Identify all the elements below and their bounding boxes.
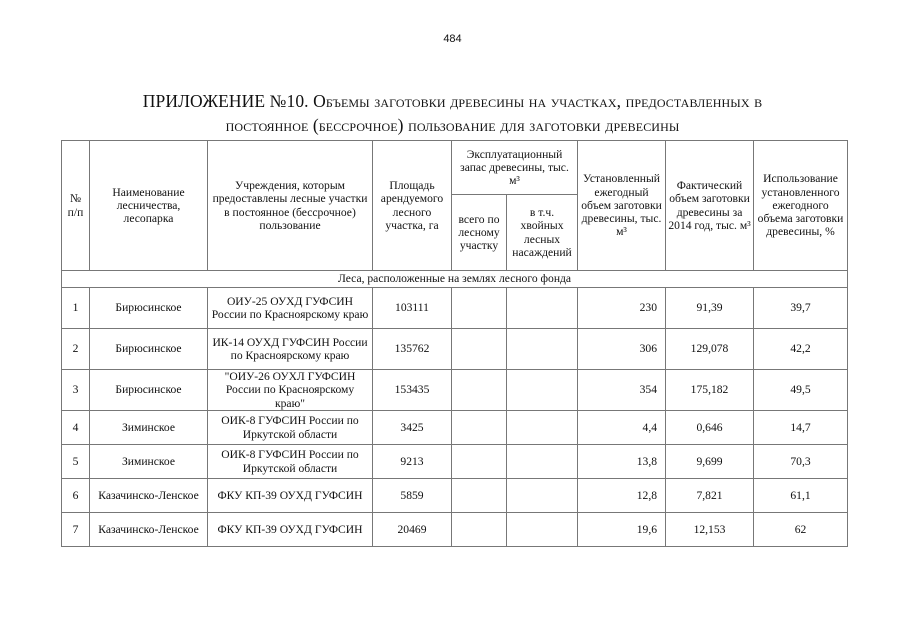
cell-usage: 49,5 xyxy=(754,370,848,411)
cell-area: 20469 xyxy=(373,513,452,547)
cell-annual: 19,6 xyxy=(578,513,666,547)
cell-annual: 13,8 xyxy=(578,445,666,479)
cell-reserve-conifer xyxy=(507,513,578,547)
cell-actual: 0,646 xyxy=(666,411,754,445)
title-line1: Объемы заготовки древесины на участках, предоставленных в xyxy=(313,91,763,111)
cell-actual: 91,39 xyxy=(666,288,754,329)
cell-usage: 61,1 xyxy=(754,479,848,513)
page-title xyxy=(60,89,845,137)
cell-reserve-conifer xyxy=(507,329,578,370)
cell-num: 2 xyxy=(62,329,90,370)
header-area: Площадь арендуемого лесного участка, га xyxy=(373,141,452,271)
cell-num: 1 xyxy=(62,288,90,329)
header-institution: Учреждения, которым предоставлены лесные участки в постоянное (бессрочное) пользование xyxy=(208,141,373,271)
cell-num: 3 xyxy=(62,370,90,411)
table-row xyxy=(62,411,848,445)
cell-institution: ФКУ КП-39 ОУХД ГУФСИН xyxy=(208,479,373,513)
header-actual: Фактический объем заготовки древесины за 2014 год, тыс. м³ xyxy=(666,141,754,271)
cell-institution: ОИК-8 ГУФСИН России по Иркутской области xyxy=(208,445,373,479)
cell-area: 135762 xyxy=(373,329,452,370)
header-reserve: Эксплуатационный запас древесины, тыс. м³ xyxy=(452,141,578,195)
header-usage: Использование установленного ежегодного объема заготовки древесины, % xyxy=(754,141,848,271)
cell-reserve-conifer xyxy=(507,479,578,513)
cell-actual: 129,078 xyxy=(666,329,754,370)
page-number: 484 xyxy=(443,33,462,45)
table-row xyxy=(62,513,848,547)
cell-reserve-total xyxy=(452,370,507,411)
cell-actual: 12,153 xyxy=(666,513,754,547)
cell-annual: 230 xyxy=(578,288,666,329)
header-forestry: Наименование лесничества, лесопарка xyxy=(90,141,208,271)
table-row xyxy=(62,288,848,329)
cell-institution: ОИК-8 ГУФСИН России по Иркутской области xyxy=(208,411,373,445)
cell-reserve-total xyxy=(452,411,507,445)
cell-annual: 354 xyxy=(578,370,666,411)
cell-usage: 39,7 xyxy=(754,288,848,329)
cell-area: 5859 xyxy=(373,479,452,513)
header-reserve-conifer: в т.ч. хвойных лесных насаждений xyxy=(507,195,578,271)
header-reserve-total: всего по лесному участку xyxy=(452,195,507,271)
cell-reserve-conifer xyxy=(507,445,578,479)
cell-area: 3425 xyxy=(373,411,452,445)
cell-institution: ФКУ КП-39 ОУХД ГУФСИН xyxy=(208,513,373,547)
cell-num: 6 xyxy=(62,479,90,513)
cell-actual: 175,182 xyxy=(666,370,754,411)
harvest-volume-table xyxy=(61,140,848,547)
cell-actual: 9,699 xyxy=(666,445,754,479)
cell-reserve-total xyxy=(452,288,507,329)
cell-forestry: Бирюсинское xyxy=(90,329,208,370)
table-row xyxy=(62,445,848,479)
cell-reserve-conifer xyxy=(507,411,578,445)
cell-reserve-total xyxy=(452,329,507,370)
cell-num: 4 xyxy=(62,411,90,445)
cell-area: 103111 xyxy=(373,288,452,329)
header-annual: Установленный ежегодный объем заготовки древесины, тыс. м³ xyxy=(578,141,666,271)
cell-reserve-total xyxy=(452,445,507,479)
header-num: № п/п xyxy=(62,141,90,271)
cell-forestry: Бирюсинское xyxy=(90,370,208,411)
section-label: Леса, расположенные на землях лесного фонда xyxy=(62,271,848,288)
cell-institution: ИК-14 ОУХД ГУФСИН России по Красноярскому краю xyxy=(208,329,373,370)
cell-num: 5 xyxy=(62,445,90,479)
cell-forestry: Бирюсинское xyxy=(90,288,208,329)
cell-forestry: Казачинско-Ленское xyxy=(90,513,208,547)
cell-forestry: Зиминское xyxy=(90,411,208,445)
table-row xyxy=(62,329,848,370)
cell-annual: 4,4 xyxy=(578,411,666,445)
cell-reserve-conifer xyxy=(507,370,578,411)
cell-forestry: Казачинско-Ленское xyxy=(90,479,208,513)
title-line2: постоянное (бессрочное) пользование для заготовки древесины xyxy=(225,115,680,135)
cell-usage: 42,2 xyxy=(754,329,848,370)
cell-reserve-total xyxy=(452,479,507,513)
cell-area: 9213 xyxy=(373,445,452,479)
cell-usage: 14,7 xyxy=(754,411,848,445)
table-row xyxy=(62,370,848,411)
cell-num: 7 xyxy=(62,513,90,547)
cell-institution: "ОИУ-26 ОУХЛ ГУФСИН России по Красноярскому краю" xyxy=(208,370,373,411)
table-row xyxy=(62,479,848,513)
cell-area: 153435 xyxy=(373,370,452,411)
cell-annual: 306 xyxy=(578,329,666,370)
cell-institution: ОИУ-25 ОУХД ГУФСИН России по Красноярскому краю xyxy=(208,288,373,329)
cell-annual: 12,8 xyxy=(578,479,666,513)
title-prefix: ПРИЛОЖЕНИЕ №10. xyxy=(142,91,314,111)
cell-usage: 70,3 xyxy=(754,445,848,479)
cell-usage: 62 xyxy=(754,513,848,547)
cell-reserve-conifer xyxy=(507,288,578,329)
cell-reserve-total xyxy=(452,513,507,547)
cell-actual: 7,821 xyxy=(666,479,754,513)
cell-forestry: Зиминское xyxy=(90,445,208,479)
